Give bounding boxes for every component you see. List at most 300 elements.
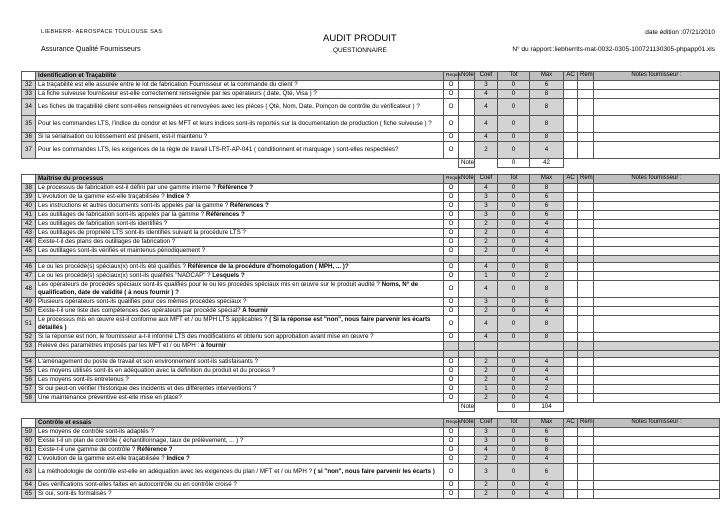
note-input[interactable] xyxy=(459,437,475,446)
rem-input[interactable] xyxy=(578,263,594,272)
max-value: 4 xyxy=(530,238,564,247)
question-text: Existe t-il un plan de contrôle ( échantillonnage, taux de prélèvement, ... ) ? xyxy=(36,437,444,446)
requis-value: O xyxy=(444,446,459,455)
rem-input[interactable] xyxy=(578,211,594,220)
column-ac: AC xyxy=(564,419,578,428)
supplier-notes-input[interactable] xyxy=(594,437,720,446)
question-text: La fiche suiveuse fournisseur est-elle correctement renseignée par les opérateurs ( date, Qté, Visa ) ? xyxy=(36,90,444,99)
question-text: Existe-t-il une liste des compétences des opérateurs par procédé spécial? A fournir xyxy=(36,307,444,316)
rem-input[interactable] xyxy=(578,298,594,307)
ac-input[interactable] xyxy=(564,428,578,437)
question-text: Les instructions et autres documents sont-ils appelés par la gamme ? Références ? xyxy=(36,202,444,211)
total-spacer xyxy=(22,159,36,168)
coef-value: 2 xyxy=(475,376,498,385)
blank-cell xyxy=(36,256,444,263)
max-value: 6 xyxy=(530,202,564,211)
tot-value: 0 xyxy=(498,481,530,490)
question-text: Les outillages de propriété LTS sont-ils identifiés suivant la procédure LTS ? xyxy=(36,229,444,238)
coef-value: 2 xyxy=(475,455,498,464)
column-ac: AC xyxy=(564,175,578,184)
ac-input[interactable] xyxy=(564,184,578,193)
supplier-notes-input[interactable] xyxy=(594,490,720,499)
blank-cell xyxy=(444,351,459,358)
supplier-notes-input[interactable] xyxy=(594,142,720,159)
ac-input[interactable] xyxy=(564,376,578,385)
requis-value: O xyxy=(444,481,459,490)
coef-value: 3 xyxy=(475,202,498,211)
question-number: 58 xyxy=(22,394,36,403)
supplier-notes-input[interactable] xyxy=(594,446,720,455)
rem-input[interactable] xyxy=(578,229,594,238)
edition-date: date édition :07/21/2010 xyxy=(645,29,715,36)
column-requis: Requis xyxy=(444,175,459,184)
requis-value: O xyxy=(444,298,459,307)
rem-input[interactable] xyxy=(578,238,594,247)
ac-input[interactable] xyxy=(564,211,578,220)
question-emphasis: Référence ? xyxy=(137,446,173,454)
supplier-notes-input[interactable] xyxy=(594,238,720,247)
column-tot: Tot xyxy=(498,72,530,81)
tot-value: 0 xyxy=(498,385,530,394)
rem-input[interactable] xyxy=(578,446,594,455)
question-number: 45 xyxy=(22,247,36,256)
supplier-notes-input[interactable] xyxy=(594,376,720,385)
supplier-notes-input[interactable] xyxy=(594,133,720,142)
ac-input[interactable] xyxy=(564,193,578,202)
requis-value: O xyxy=(444,220,459,229)
supplier-notes-input[interactable] xyxy=(594,211,720,220)
supplier-notes-input[interactable] xyxy=(594,220,720,229)
requis-value: O xyxy=(444,367,459,376)
question-number: 60 xyxy=(22,437,36,446)
empty-cell xyxy=(594,342,720,351)
coef-value: 3 xyxy=(475,298,498,307)
note-input[interactable] xyxy=(459,220,475,229)
question-text: Si la réponse est non, le fournisseur a-t-il informé LTS des modifications et obtenu son approbation avant mise en œuvre ? xyxy=(36,333,444,342)
tot-value: 0 xyxy=(498,446,530,455)
requis-value: O xyxy=(444,358,459,367)
supplier-notes-input[interactable] xyxy=(594,455,720,464)
tot-value: 0 xyxy=(498,333,530,342)
ac-input[interactable] xyxy=(564,281,578,298)
question-row xyxy=(22,358,720,367)
coef-value: 2 xyxy=(475,220,498,229)
question-number: 32 xyxy=(22,81,36,90)
column-max: Max xyxy=(530,175,564,184)
total-spacer xyxy=(444,403,459,412)
note-input[interactable] xyxy=(459,81,475,90)
max-value: 4 xyxy=(530,220,564,229)
column-ac: AC xyxy=(564,72,578,81)
note-input[interactable] xyxy=(459,358,475,367)
question-row xyxy=(22,193,720,202)
note-input[interactable] xyxy=(459,272,475,281)
coef-value: 4 xyxy=(475,116,498,133)
rem-input[interactable] xyxy=(578,99,594,116)
tot-value: 0 xyxy=(498,133,530,142)
note-input[interactable] xyxy=(459,446,475,455)
tot-value: 0 xyxy=(498,184,530,193)
max-value: 4 xyxy=(530,490,564,499)
rem-input[interactable] xyxy=(578,385,594,394)
total-spacer xyxy=(578,159,594,168)
ac-input[interactable] xyxy=(564,367,578,376)
max-value: 8 xyxy=(530,116,564,133)
supplier-notes-input[interactable] xyxy=(594,202,720,211)
question-number: 33 xyxy=(22,90,36,99)
max-value: 4 xyxy=(530,229,564,238)
coef-value: 1 xyxy=(475,272,498,281)
note-input[interactable] xyxy=(459,385,475,394)
total-label: Note xyxy=(459,159,475,168)
ac-input[interactable] xyxy=(564,202,578,211)
question-emphasis: Référence de la procédure d'homologation ( MPH, ... )? xyxy=(187,263,349,271)
question-row xyxy=(22,455,720,464)
rem-input[interactable] xyxy=(578,455,594,464)
tot-value: 0 xyxy=(498,116,530,133)
question-row xyxy=(22,229,720,238)
supplier-notes-input[interactable] xyxy=(594,81,720,90)
note-input[interactable] xyxy=(459,481,475,490)
question-row xyxy=(22,376,720,385)
ac-input[interactable] xyxy=(564,358,578,367)
question-emphasis: Indice ? xyxy=(166,455,190,463)
note-input[interactable] xyxy=(459,238,475,247)
supplier-notes-input[interactable] xyxy=(594,184,720,193)
max-value: 4 xyxy=(530,247,564,256)
supplier-notes-input[interactable] xyxy=(594,333,720,342)
ac-input[interactable] xyxy=(564,247,578,256)
rem-input[interactable] xyxy=(578,437,594,446)
rem-input[interactable] xyxy=(578,481,594,490)
supplier-notes-input[interactable] xyxy=(594,464,720,481)
rem-input[interactable] xyxy=(578,81,594,90)
ac-input[interactable] xyxy=(564,90,578,99)
coef-value: 2 xyxy=(475,358,498,367)
max-value: 4 xyxy=(530,358,564,367)
supplier-notes-input[interactable] xyxy=(594,281,720,298)
coef-value: 2 xyxy=(475,247,498,256)
supplier-notes-input[interactable] xyxy=(594,116,720,133)
ac-input[interactable] xyxy=(564,133,578,142)
question-row xyxy=(22,394,720,403)
column-coef: Coef xyxy=(475,175,498,184)
max-value: 8 xyxy=(530,184,564,193)
max-value: 6 xyxy=(530,81,564,90)
column-requis: Requis xyxy=(444,72,459,81)
question-number: 50 xyxy=(22,307,36,316)
coef-value: 2 xyxy=(475,238,498,247)
rem-input[interactable] xyxy=(578,428,594,437)
note-input[interactable] xyxy=(459,376,475,385)
tot-value: 0 xyxy=(498,238,530,247)
section-total xyxy=(22,403,720,412)
supplier-notes-input[interactable] xyxy=(594,307,720,316)
tot-value: 0 xyxy=(498,263,530,272)
coef-value: 3 xyxy=(475,81,498,90)
rem-input[interactable] xyxy=(578,281,594,298)
total-max: 42 xyxy=(530,159,564,168)
requis-value: O xyxy=(444,490,459,499)
supplier-notes-input[interactable] xyxy=(594,272,720,281)
question-row xyxy=(22,316,720,333)
question-text: Les moyens de contrôle sont-ils adaptés ? xyxy=(36,428,444,437)
max-value: 6 xyxy=(530,193,564,202)
question-text: La méthodologie de contrôle est-elle en adéquation avec les exigences du plan / MFT et / ou MPH ? ( si "non", nous faire parvenir les écarts ) xyxy=(36,464,444,481)
question-emphasis: Indice ? xyxy=(166,193,190,201)
rem-input[interactable] xyxy=(578,247,594,256)
rem-input[interactable] xyxy=(578,307,594,316)
column-tot: Tot xyxy=(498,175,530,184)
max-value: 4 xyxy=(530,376,564,385)
requis-value: O xyxy=(444,142,459,159)
question-number: 36 xyxy=(22,133,36,142)
supplier-notes-input[interactable] xyxy=(594,298,720,307)
question-text: Existe-t-il des plans des outillages de fabrication ? xyxy=(36,238,444,247)
supplier-notes-input[interactable] xyxy=(594,263,720,272)
note-input[interactable] xyxy=(459,133,475,142)
ac-input[interactable] xyxy=(564,142,578,159)
ac-input[interactable] xyxy=(564,220,578,229)
blank-cell xyxy=(578,256,594,263)
tot-value: 0 xyxy=(498,81,530,90)
supplier-notes-input[interactable] xyxy=(594,229,720,238)
column-note: Note xyxy=(459,175,475,184)
max-value: 6 xyxy=(530,428,564,437)
note-input[interactable] xyxy=(459,367,475,376)
question-number: 65 xyxy=(22,490,36,499)
coef-value: 4 xyxy=(475,333,498,342)
rem-input[interactable] xyxy=(578,184,594,193)
column-notes: Notes fournisseur : xyxy=(594,175,720,184)
requis-value: O xyxy=(444,193,459,202)
ac-input[interactable] xyxy=(564,333,578,342)
requis-value: O xyxy=(444,455,459,464)
ac-input[interactable] xyxy=(564,490,578,499)
note-input[interactable] xyxy=(459,490,475,499)
ac-input[interactable] xyxy=(564,229,578,238)
ac-input[interactable] xyxy=(564,298,578,307)
total-spacer xyxy=(594,159,720,168)
tot-value: 0 xyxy=(498,367,530,376)
note-input[interactable] xyxy=(459,464,475,481)
requis-value: O xyxy=(444,333,459,342)
question-text: L'évolution de la gamme est-elle traçabilisée ? Indice ? xyxy=(36,193,444,202)
supplier-notes-input[interactable] xyxy=(594,99,720,116)
supplier-notes-input[interactable] xyxy=(594,428,720,437)
blank-cell xyxy=(475,351,498,358)
requis-value: O xyxy=(444,394,459,403)
rem-input[interactable] xyxy=(578,358,594,367)
rem-input[interactable] xyxy=(578,202,594,211)
max-value: 8 xyxy=(530,90,564,99)
supplier-notes-input[interactable] xyxy=(594,316,720,333)
empty-cell xyxy=(498,342,530,351)
question-number: 39 xyxy=(22,193,36,202)
question-number: 42 xyxy=(22,220,36,229)
supplier-notes-input[interactable] xyxy=(594,394,720,403)
ac-input[interactable] xyxy=(564,307,578,316)
question-number: 43 xyxy=(22,229,36,238)
column-max: Max xyxy=(530,72,564,81)
question-row xyxy=(22,481,720,490)
coef-value: 4 xyxy=(475,316,498,333)
rem-input[interactable] xyxy=(578,193,594,202)
requis-value: O xyxy=(444,247,459,256)
supplier-notes-input[interactable] xyxy=(594,90,720,99)
note-input[interactable] xyxy=(459,455,475,464)
total-spacer xyxy=(594,403,720,412)
coef-value: 4 xyxy=(475,90,498,99)
ac-input[interactable] xyxy=(564,272,578,281)
blank-cell xyxy=(498,351,530,358)
rem-input[interactable] xyxy=(578,272,594,281)
blank-row xyxy=(22,351,720,358)
note-input[interactable] xyxy=(459,316,475,333)
note-input[interactable] xyxy=(459,99,475,116)
max-value: 4 xyxy=(530,481,564,490)
supplier-notes-input[interactable] xyxy=(594,481,720,490)
question-number: 37 xyxy=(22,142,36,159)
total-spacer xyxy=(578,403,594,412)
rem-input[interactable] xyxy=(578,333,594,342)
total-spacer xyxy=(564,159,578,168)
section-title: Identification et Traçabilité xyxy=(36,72,444,81)
note-input[interactable] xyxy=(459,90,475,99)
ac-input[interactable] xyxy=(564,464,578,481)
question-number: 49 xyxy=(22,298,36,307)
supplier-notes-input[interactable] xyxy=(594,247,720,256)
blank-cell xyxy=(36,351,444,358)
question-row xyxy=(22,333,720,342)
note-input[interactable] xyxy=(459,428,475,437)
blank-cell xyxy=(530,256,564,263)
question-number: 63 xyxy=(22,464,36,481)
max-value: 8 xyxy=(530,446,564,455)
coef-value: 4 xyxy=(475,281,498,298)
requis-value: O xyxy=(444,263,459,272)
question-row xyxy=(22,247,720,256)
tot-value: 0 xyxy=(498,211,530,220)
supplier-notes-input[interactable] xyxy=(594,367,720,376)
rem-input[interactable] xyxy=(578,394,594,403)
rem-input[interactable] xyxy=(578,220,594,229)
requis-value: O xyxy=(444,99,459,116)
rem-input[interactable] xyxy=(578,142,594,159)
question-number: 46 xyxy=(22,263,36,272)
column-tot: Tot xyxy=(498,419,530,428)
rem-input[interactable] xyxy=(578,376,594,385)
note-input[interactable] xyxy=(459,281,475,298)
note-input[interactable] xyxy=(459,202,475,211)
company-name: LIEBHERR- AEROSPACE TOULOUSE SAS xyxy=(41,29,163,35)
max-value: 8 xyxy=(530,99,564,116)
ac-input[interactable] xyxy=(564,99,578,116)
note-input[interactable] xyxy=(459,307,475,316)
coef-value: 4 xyxy=(475,99,498,116)
coef-value: 3 xyxy=(475,464,498,481)
rem-input[interactable] xyxy=(578,133,594,142)
question-text: Le ou les procédé(s) spéciaux(x) sont-ils qualifiés "NADCAP" ? Lesquels ? xyxy=(36,272,444,281)
note-input[interactable] xyxy=(459,247,475,256)
question-number: 34 xyxy=(22,99,36,116)
ac-input[interactable] xyxy=(564,446,578,455)
ac-input[interactable] xyxy=(564,238,578,247)
question-row xyxy=(22,220,720,229)
ac-input[interactable] xyxy=(564,455,578,464)
note-input[interactable] xyxy=(459,184,475,193)
note-input[interactable] xyxy=(459,211,475,220)
question-row xyxy=(22,342,720,351)
note-input[interactable] xyxy=(459,142,475,159)
column-note: Note xyxy=(459,419,475,428)
question-text: Si la sérialisation ou lotissement est présent, est-il maintenu ? xyxy=(36,133,444,142)
max-value: 6 xyxy=(530,298,564,307)
blank-cell xyxy=(459,351,475,358)
supplier-notes-input[interactable] xyxy=(594,193,720,202)
supplier-notes-input[interactable] xyxy=(594,358,720,367)
note-input[interactable] xyxy=(459,394,475,403)
tot-value: 0 xyxy=(498,455,530,464)
supplier-notes-input[interactable] xyxy=(594,385,720,394)
note-input[interactable] xyxy=(459,116,475,133)
total-label: Note xyxy=(459,403,475,412)
section-spacer xyxy=(22,419,36,428)
blank-cell xyxy=(564,351,578,358)
note-input[interactable] xyxy=(459,229,475,238)
questionnaire-tables xyxy=(21,71,719,499)
ac-input[interactable] xyxy=(564,81,578,90)
note-input[interactable] xyxy=(459,298,475,307)
total-spacer xyxy=(36,403,444,412)
max-value: 8 xyxy=(530,281,564,298)
coef-value: 4 xyxy=(475,446,498,455)
ac-input[interactable] xyxy=(564,481,578,490)
ac-input[interactable] xyxy=(564,394,578,403)
ac-input[interactable] xyxy=(564,263,578,272)
note-input[interactable] xyxy=(459,263,475,272)
question-text: Le processus de fabrication est-il défini par une gamme interne ? Référence ? xyxy=(36,184,444,193)
question-row xyxy=(22,116,720,133)
note-input[interactable] xyxy=(459,193,475,202)
coef-value: 1 xyxy=(475,385,498,394)
rem-input[interactable] xyxy=(578,316,594,333)
rem-input[interactable] xyxy=(578,464,594,481)
question-text: Si oui, sont-ils formalisés ? xyxy=(36,490,444,499)
rem-input[interactable] xyxy=(578,367,594,376)
ac-input[interactable] xyxy=(564,316,578,333)
column-coef: Coef xyxy=(475,419,498,428)
rem-input[interactable] xyxy=(578,90,594,99)
empty-cell xyxy=(578,342,594,351)
note-input[interactable] xyxy=(459,333,475,342)
max-value: 4 xyxy=(530,455,564,464)
empty-cell xyxy=(444,342,459,351)
question-emphasis: ( Si la réponse est "non", nous faire parvenir les écarts détaillés ) xyxy=(38,316,431,331)
section-table xyxy=(21,418,720,499)
ac-input[interactable] xyxy=(564,116,578,133)
question-text: Les moyens sont-ils entretenus ? xyxy=(36,376,444,385)
ac-input[interactable] xyxy=(564,437,578,446)
question-number: 35 xyxy=(22,116,36,133)
question-text: Le ou les procédé(s) spéciaux(x) ont-ils été qualifiés ? Référence de la procédure d'homologation ( MPH, ... )? xyxy=(36,263,444,272)
ac-input[interactable] xyxy=(564,385,578,394)
rem-input[interactable] xyxy=(578,116,594,133)
total-max: 104 xyxy=(530,403,564,412)
rem-input[interactable] xyxy=(578,490,594,499)
question-emphasis: A fournir xyxy=(242,307,269,315)
section-header xyxy=(22,419,720,428)
